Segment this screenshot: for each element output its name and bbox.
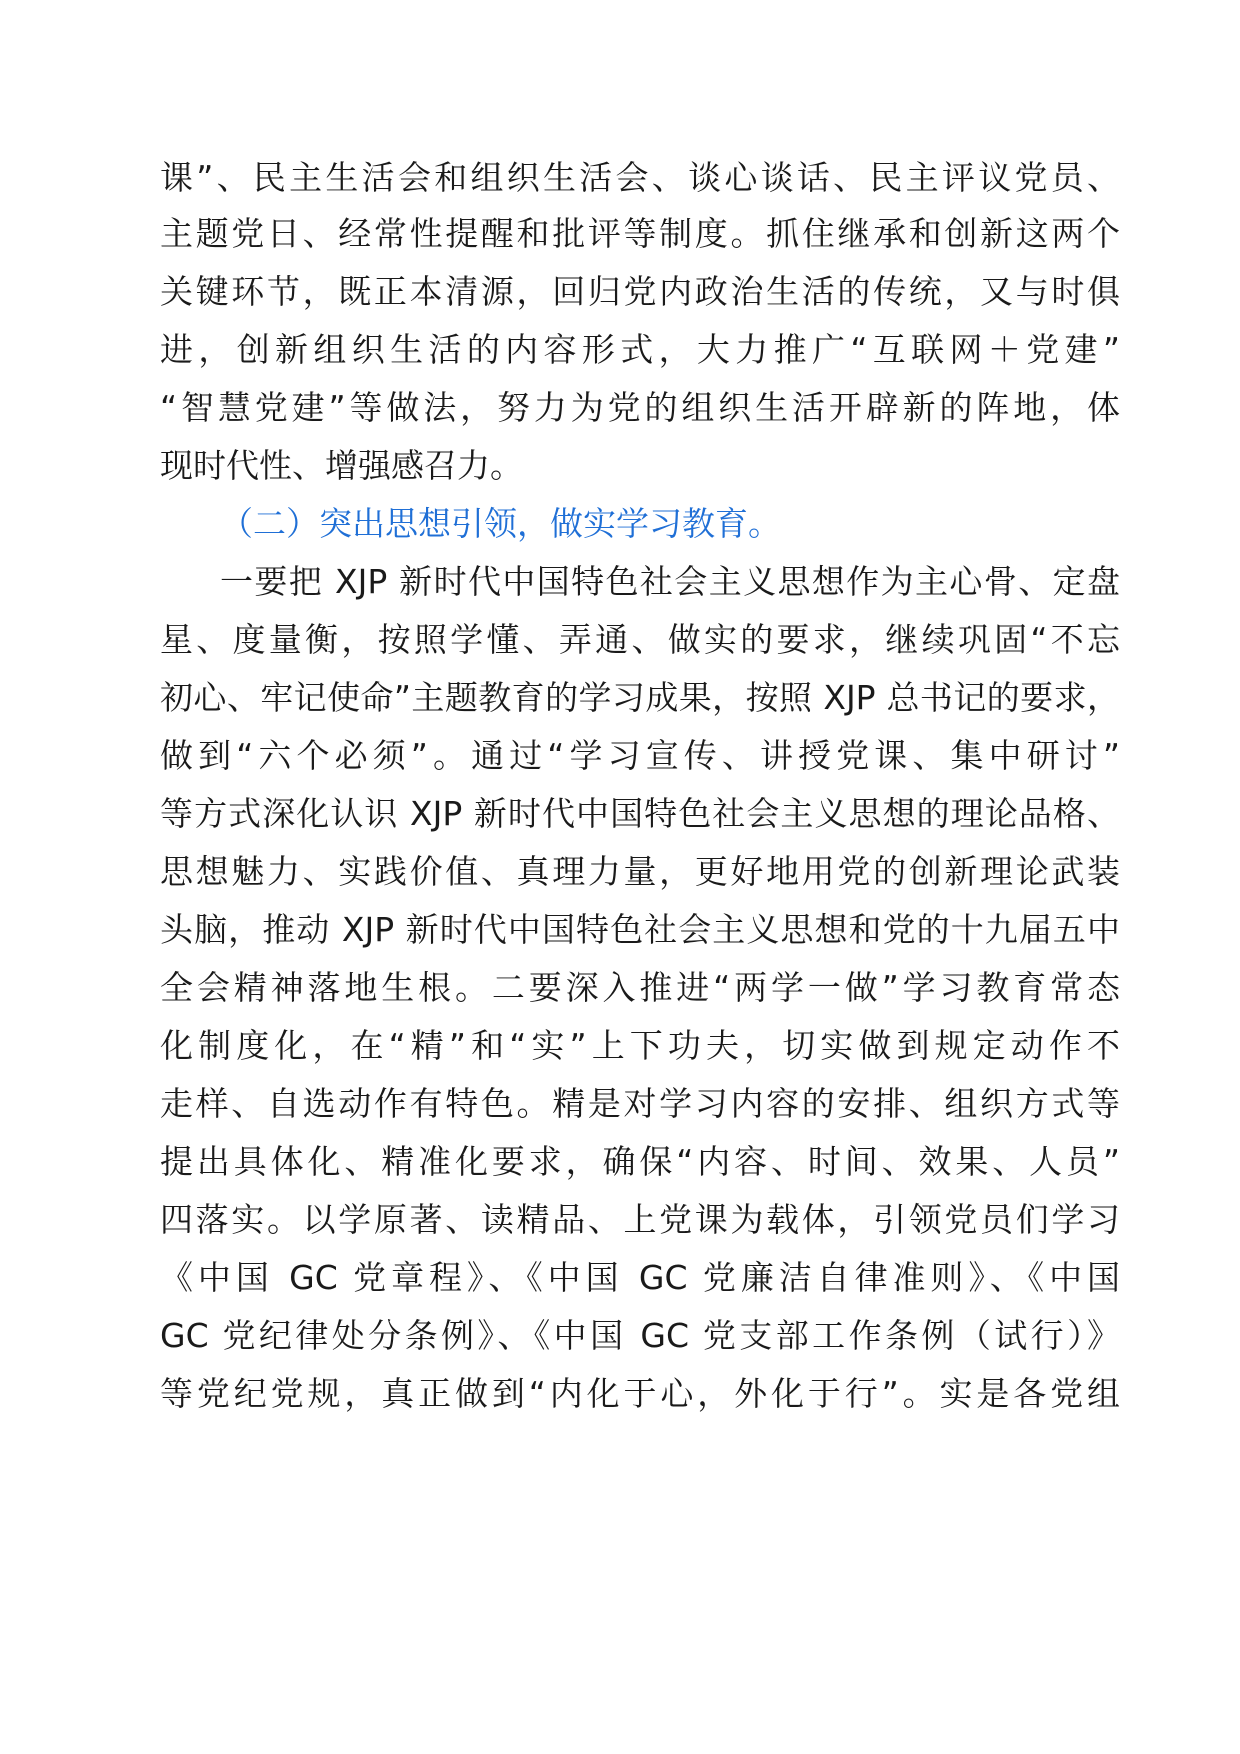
paragraph-line: 走样、自选动作有特色。精是对学习内容的安排、组织方式等 bbox=[160, 1084, 1120, 1123]
paragraph-line: 现时代性、增强感召力。 bbox=[160, 446, 523, 485]
paragraph-line: 头脑，推动 XJP 新时代中国特色社会主义思想和党的十九届五中 bbox=[160, 910, 1120, 949]
paragraph-line: 四落实。以学原著、读精品、上党课为载体，引领党员们学习 bbox=[160, 1200, 1120, 1239]
paragraph-line: 全会精神落地生根。二要深入推进“两学一做”学习教育常态 bbox=[160, 968, 1120, 1007]
paragraph-line: 一要把 XJP 新时代中国特色社会主义思想作为主心骨、定盘 bbox=[220, 562, 1120, 601]
paragraph-line: 主题党日、经常性提醒和批评等制度。抓住继承和创新这两个 bbox=[160, 214, 1120, 253]
paragraph-line: “智慧党建”等做法，努力为党的组织生活开辟新的阵地，体 bbox=[160, 388, 1120, 427]
paragraph-line: 思想魅力、实践价值、真理力量，更好地用党的创新理论武装 bbox=[160, 852, 1120, 891]
paragraph-line: 进，创新组织生活的内容形式，大力推广“互联网＋党建” bbox=[160, 330, 1120, 369]
paragraph-line: 化制度化，在“精”和“实”上下功夫，切实做到规定动作不 bbox=[160, 1026, 1120, 1065]
paragraph-line: 初心、牢记使命”主题教育的学习成果，按照 XJP 总书记的要求， bbox=[160, 678, 1120, 717]
paragraph-line: 课”、民主生活会和组织生活会、谈心谈话、民主评议党员、 bbox=[160, 158, 1120, 197]
paragraph-line: 做到“六个必须”。通过“学习宣传、讲授党课、集中研讨” bbox=[160, 736, 1120, 775]
paragraph-line: 等党纪党规，真正做到“内化于心，外化于行”。实是各党组 bbox=[160, 1374, 1120, 1413]
paragraph-line: GC 党纪律处分条例》、《中国 GC 党支部工作条例（试行）》 bbox=[160, 1316, 1120, 1355]
section-heading: （二）突出思想引领，做实学习教育。 bbox=[220, 504, 781, 543]
paragraph-line: 星、度量衡，按照学懂、弄通、做实的要求，继续巩固“不忘 bbox=[160, 620, 1120, 659]
paragraph-line: 关键环节，既正本清源，回归党内政治生活的传统，又与时俱 bbox=[160, 272, 1120, 311]
paragraph-line: 提出具体化、精准化要求，确保“内容、时间、效果、人员” bbox=[160, 1142, 1120, 1181]
paragraph-line: 《中国 GC 党章程》、《中国 GC 党廉洁自律准则》、《中国 bbox=[160, 1258, 1120, 1297]
paragraph-line: 等方式深化认识 XJP 新时代中国特色社会主义思想的理论品格、 bbox=[160, 794, 1120, 833]
